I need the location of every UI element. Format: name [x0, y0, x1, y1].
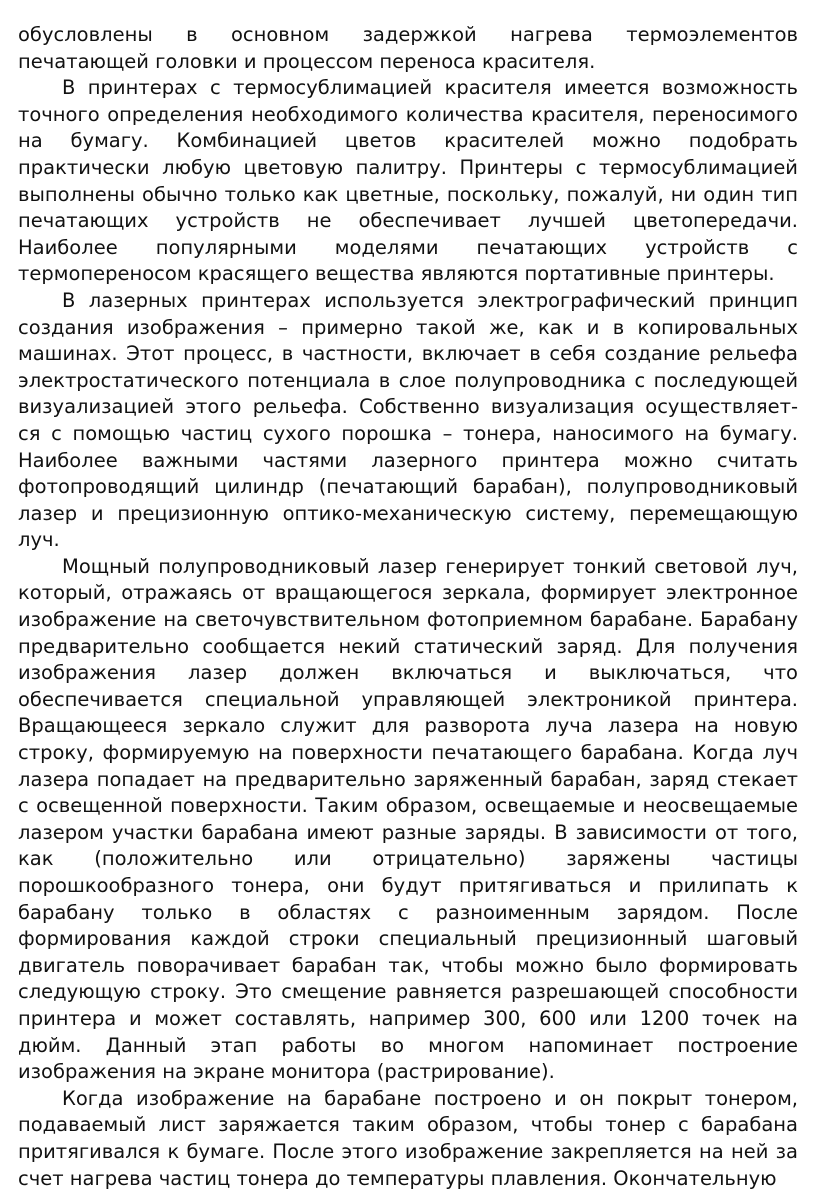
paragraph-laser-process: Мощный полупроводниковый лазер генерирует тонкий световой луч, который, отражаясь от вращающегося зеркала, формирует электронное изображение на светочувствительном фотоприемном барабане. Барабану предварительно сообщается некий статический заряд. Для получения изображения лазер должен включаться и выключаться, что обеспечивается специальной управляющей электроникой принтера. Вращающееся зеркало служит для разворота луча лазера на новую строку, формируемую на поверхности печатающего барабана. Когда луч лазера попадает на предварительно заряженный барабан, заряд стекает с освещенной поверхности. Таким образом, освещаемые и неосвещаемые лазером участки барабана имеют разные заряды. В зависимости от того, как (положительно или отрицательно) заряжены частицы порошкообразного тонера, они будут притягиваться и прилипать к барабану только в областях с разноименным зарядом. После формирования каждой строки специальный прецизионный шаговый двигатель поворачивает барабан так, чтобы можно было формировать следующую строку. Это смещение равняется разрешающей способности принтера и может составлять, например 300, 600 или 1200 точек на дюйм. Данный этап работы во многом напоминает построение изображения на экране монитора (растрирование).	[18, 554, 798, 1084]
paragraph-laser-printers: В лазерных принтерах используется электрографический принцип создания изображения – примерно такой же, как и в копировальных машинах. Этот процесс, в частности, включает в себя создание рельефа электростатического потенциала в слое полупроводника с последующей визуализацией этого рельефа. Собственно визуализация осуществляет- ся с помощью частиц сухого порошка – тонера, наносимого на бумагу. Наиболее важными частями лазерного принтера можно считать фотопроводящий цилиндр (печатающий барабан), полупроводниковый лазер и прецизионную оптико-механическую систему, перемещающую луч.	[18, 288, 798, 552]
paragraph-thermosublimation: В принтерах с термосублимацией красителя имеется возможность точного определения необходимого количества красителя, переносимого на бумагу. Комбинацией цветов красителей можно подобрать практически любую цветовую палитру. Принтеры с термосублимацией выполнены обычно только как цветные, поскольку, пожалуй, ни один тип печатающих устройств не обеспечивает лучшей цветопередачи. Наиболее популярными моделями печатающих устройств с термопереносом красящего вещества являются портативные принтеры.	[18, 76, 798, 286]
paragraph-continuation: обусловлены в основном задержкой нагрева термоэлементов печатающей головки и процессом переноса красителя.	[18, 23, 798, 73]
paragraph-toner-transfer: Когда изображение на барабане построено и он покрыт тонером, подаваемый лист заряжается таким образом, чтобы тонер с барабана притягивался к бумаге. После этого изображение закрепляется на ней за счет нагрева частиц тонера до температуры плавления. Окончательную	[18, 1086, 798, 1190]
document-page	[18, 22, 798, 1192]
